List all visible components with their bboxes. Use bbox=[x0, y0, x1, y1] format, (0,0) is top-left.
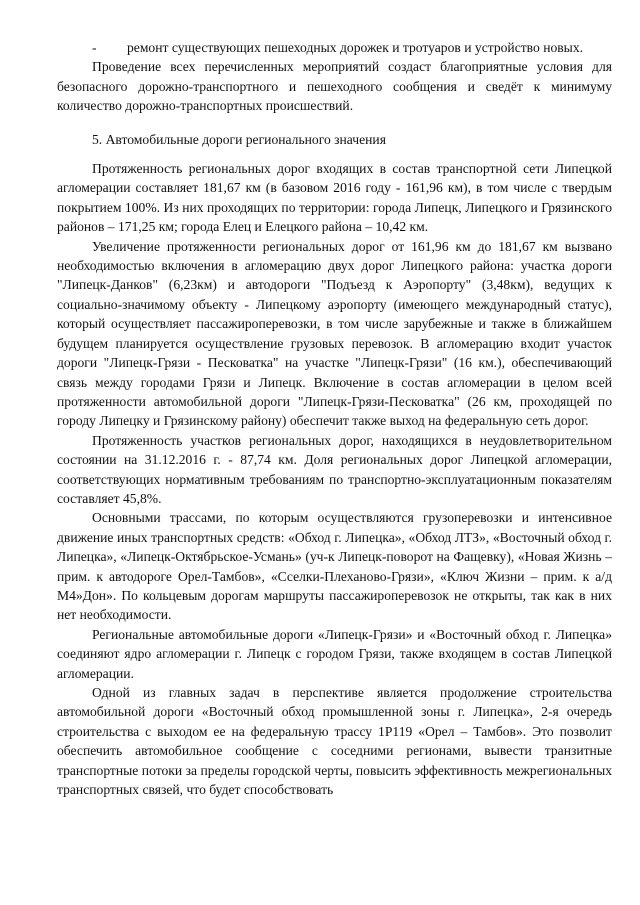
bullet-item bbox=[57, 38, 612, 57]
paragraph-increase: Увеличение протяженности региональных дорог от 161,96 км до 181,67 км вызвано необходимостью включения в агломерацию двух дорог Липецкого района: участка дороги "Липецк-Данков" (6,23км) и автодороги "Подъезд к Аэропорту" (3,48км), ведущих к социально-значимому объекту - Липецкому аэропорту (имеющего международный статус), который осуществляет пассажироперевозки, в том числе зарубежные и также в ближайшем будущем планируется осуществление грузовых перевозок. В агломерацию входит участок дороги "Липецк-Грязи - Песковатка" на участке "Липецк-Грязи" (16 км.), обеспечивающий связь между городами Грязи и Липецк. Включение в состав агломерации в целом всей протяженности автомобильной дороги "Липецк-Грязи-Песковатка" (26 км, проходящей по городу Липецку и Грязинскому району) обеспечит также выход на федеральную сеть дорог. bbox=[57, 238, 612, 429]
paragraph-tasks: Одной из главных задач в перспективе является продолжение строительства автомобильной дороги «Восточный обход промышленной зоны г. Липецка», 2-я очередь строительства с выходом ее на федеральную трассу 1Р119 «Орел – Тамбов». Это позволит обеспечить автомобильное сообщение с соседними регионами, вывести транзитные транспортные потоки за пределы городской черты, повысить эффективность межрегиональных транспортных связей, что будет способствовать bbox=[57, 685, 612, 798]
section-heading: 5. Автомобильные дороги регионального значения bbox=[92, 131, 386, 147]
paragraph-condition: Протяженность участков региональных дорог, находящихся в неудовлетворительном состоянии на 31.12.2016 г. - 87,74 км. Доля региональных дорог Липецкой агломерации, соответствующих нормативным требованиям по транспортно-эксплуатационным показателям составляет 45,8%. bbox=[57, 432, 612, 506]
paragraph-conclusion: Проведение всех перечисленных мероприятий создаст благоприятные условия для безопасного дорожно-транспортного и пешеходного сообщения и сведёт к минимуму количество дорожно-транспортных происшествий. bbox=[57, 59, 612, 114]
paragraph-length: Протяженность региональных дорог входящих в состав транспортной сети Липецкой агломерации составляет 181,67 км (в базовом 2016 году - 161,96 км), в том числе с твердым покрытием 100%. Из них проходящих по территории: города Липецк, Липецкого и Грязинского районов – 171,25 км; города Елец и Елецкого района – 10,42 км. bbox=[57, 161, 612, 235]
bullet-text: ремонт существующих пешеходных дорожек и тротуаров и устройство новых. bbox=[127, 40, 584, 55]
paragraph-main-routes: Основными трассами, по которым осуществляются грузоперевозки и интенсивное движение иных транспортных средств: «Обход г. Липецка», «Обход ЛТЗ», «Восточный обход г. Липецка», «Липецк-Октябрьское-Усмань» (уч-к Липецк-поворот на Фащевку), «Новая Жизнь – прим. к автодороге Орел-Тамбов», «Сселки-Плеханово-Грязи», «Ключ Жизни – прим. к а/д М4»Дон». По кольцевым дорогам маршруты пассажироперевозок не открыты, так как в них нет необходимости. bbox=[57, 510, 612, 623]
document-page bbox=[57, 38, 612, 799]
bullet-marker: - bbox=[92, 40, 97, 55]
paragraph-regional-roads: Региональные автомобильные дороги «Липецк-Грязи» и «Восточный обход г. Липецка» соединяют ядро агломерации г. Липецк с городом Грязи, также входящем в состав Липецкой агломерации. bbox=[57, 626, 612, 681]
